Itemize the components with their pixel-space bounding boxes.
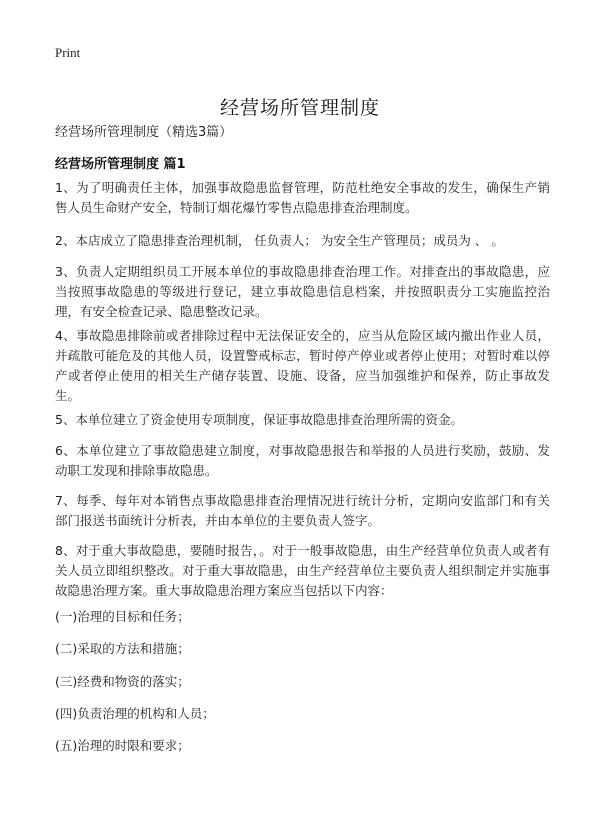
paragraph-8: 8、对于重大事故隐患，要随时报告，。对于一般事故隐患，由生产经营单位负责人或者有关人员立即组织整改。对于重大事故隐患，由生产经营单位主要负责人组织制定并实施事故隐患治理方案。重大事故隐患治理方案应当包括以下内容： bbox=[55, 543, 550, 598]
document-subtitle: 经营场所管理制度（精选3篇） bbox=[55, 125, 233, 140]
print-link[interactable]: Print bbox=[55, 45, 81, 60]
list-item: (一)治理的目标和任务； bbox=[55, 609, 190, 624]
list-item: (三)经费和物资的落实； bbox=[55, 674, 190, 689]
paragraph-6: 6、本单位建立了事故隐患建立制度，对事故隐患报告和举报的人员进行奖励，鼓励、发动职工发现和排除事故隐患。 bbox=[55, 443, 550, 478]
paragraph-2: 2、本店成立了隐患排查治理机制， 任负责人； 为安全生产管理员；成员为 、 。 bbox=[55, 233, 504, 248]
paragraph-7: 7、每季、每年对本销售点事故隐患排查治理情况进行统计分析，定期向安监部门和有关部门报送书面统计分析表，并由本单位的主要负责人签字。 bbox=[55, 493, 550, 528]
paragraph-4: 4、事故隐患排除前或者排除过程中无法保证安全的，应当从危险区域内撤出作业人员，并疏散可能危及的其他人员，设置警戒标志，暂时停产停业或者停止使用；对暂时难以停产或者停止使用的相关生产储存装置、设施、设备，应当加强维护和保养，防止事故发生。 bbox=[55, 328, 550, 403]
section-heading: 经营场所管理制度 篇1 bbox=[55, 157, 186, 172]
paragraph-5: 5、本单位建立了资金使用专项制度，保证事故隐患排查治理所需的资金。 bbox=[55, 412, 463, 427]
list-item: (五)治理的时限和要求； bbox=[55, 738, 190, 753]
paragraph-3: 3、负责人定期组织员工开展本单位的事故隐患排查治理工作。对排查出的事故隐患，应当按照事故隐患的等级进行登记，建立事故隐患信息档案，并按照职责分工实施监控治理，有安全检查记录、隐患整改记录。 bbox=[55, 264, 550, 319]
list-item: (四)负责治理的机构和人员； bbox=[55, 706, 215, 721]
page-title: 经营场所管理制度 bbox=[219, 96, 380, 119]
paragraph-1: 1、为了明确责任主体，加强事故隐患监督管理，防范杜绝安全事故的发生，确保生产销售人员生命财产安全，特制订烟花爆竹零售点隐患排查治理制度。 bbox=[55, 180, 550, 215]
list-item: (二)采取的方法和措施； bbox=[55, 641, 190, 656]
